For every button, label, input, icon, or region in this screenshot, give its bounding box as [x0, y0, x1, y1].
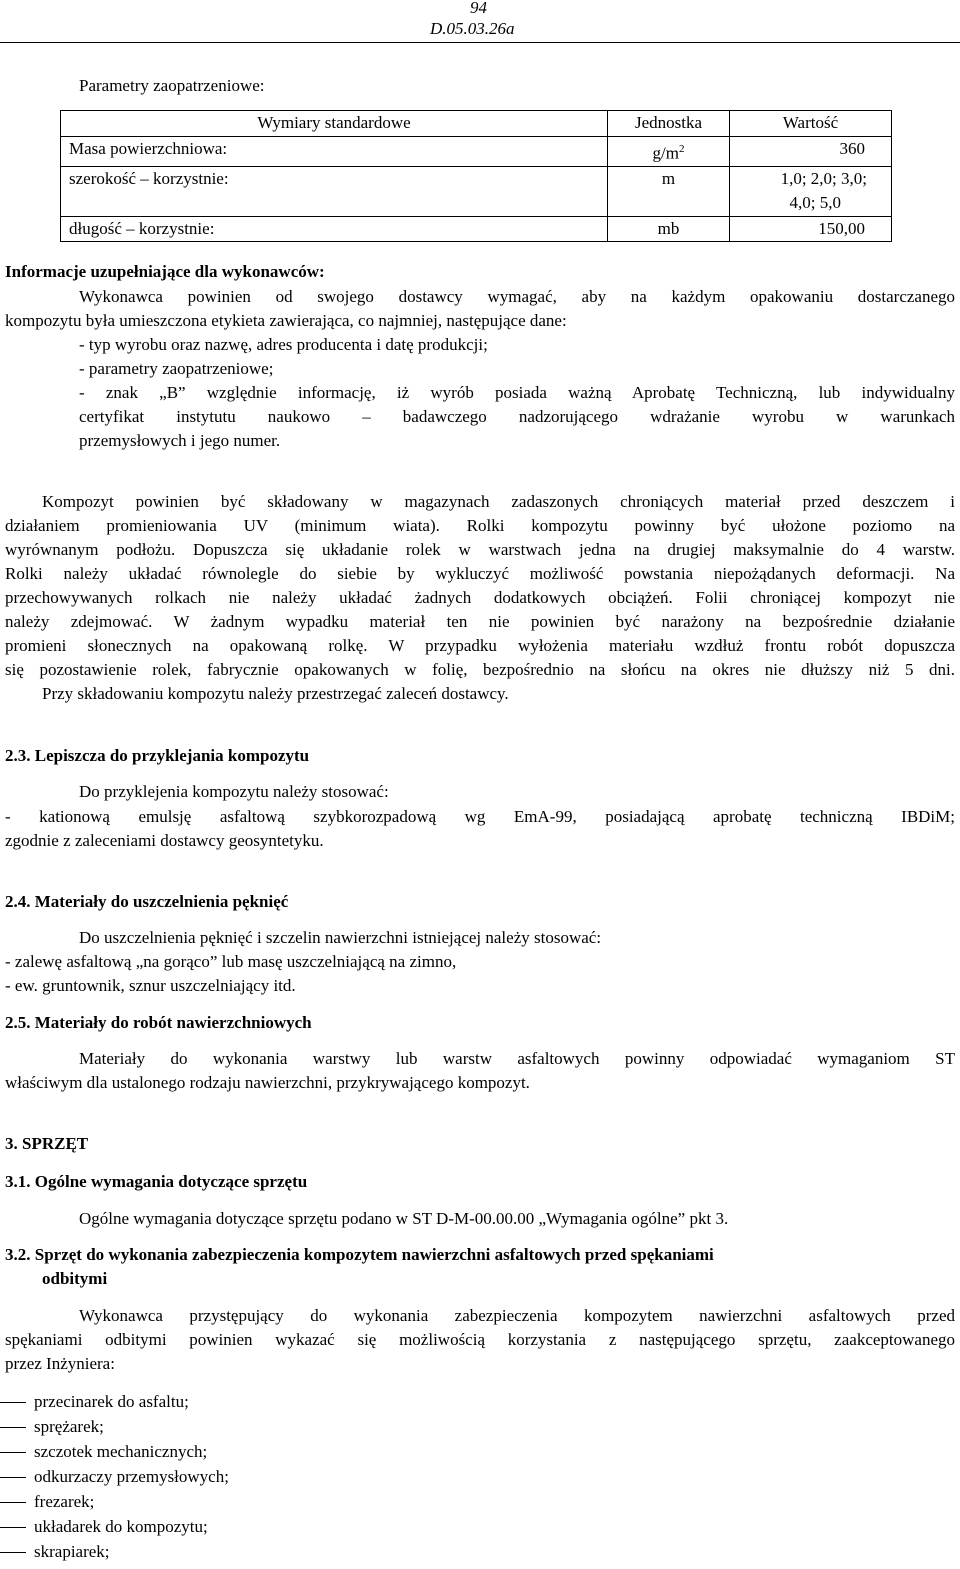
list-item: przecinarek do asfaltu;: [34, 1392, 189, 1411]
storage-line: wyrównanym podłożu. Dopuszcza się układanie rolek w warstwach jedna na drugiej maksymalnie do 4 warstw.: [5, 540, 955, 559]
section-line: Ogólne wymagania dotyczące sprzętu podano w ST D-M-00.00.00 „Wymagania ogólne” pkt 3.: [79, 1209, 729, 1228]
table-row: [61, 136, 892, 166]
section-heading-2-4: 2.4. Materiały do uszczelnienia pęknięć: [5, 892, 289, 911]
info-item: - typ wyrobu oraz nazwę, adres producenta i datę produkcji;: [79, 335, 488, 354]
table-cell: mb: [608, 216, 730, 242]
dash-bullet: [0, 1402, 26, 1403]
section-heading-2-3: 2.3. Lepiszcza do przyklejania kompozytu: [5, 746, 310, 765]
section-heading-3-2-continued: odbitymi: [42, 1269, 108, 1288]
page-number: 94: [470, 0, 487, 17]
table-cell: długość – korzystnie:: [61, 216, 608, 242]
dash-bullet: [0, 1427, 26, 1428]
info-item: certyfikat instytutu naukowo – badawczego nadzorującego wdrażanie wyrobu w warunkach: [79, 407, 955, 426]
unit-superscript: 2: [678, 142, 685, 155]
dash-bullet: [0, 1527, 26, 1528]
list-item: szczotek mechanicznych;: [34, 1442, 208, 1461]
storage-line: się pozostawienie rolek, fabrycznie opakowanych w folię, bezpośrednio na słońcu na okres nie dłuższy niż 5 dni.: [5, 660, 955, 679]
list-item: sprężarek;: [34, 1417, 104, 1436]
info-item: - znak „B” względnie informację, iż wyrób posiada ważną Aprobatę Techniczną, lub indywidualny: [79, 383, 955, 402]
list-item: odkurzaczy przemysłowych;: [34, 1467, 229, 1486]
storage-line: Rolki należy układać równolegle do siebie by wykluczyć możliwość powstania niepożądanych deformacji. Na: [5, 564, 955, 583]
section-heading-3-2: 3.2. Sprzęt do wykonania zabezpieczenia kompozytem nawierzchni asfaltowych przed spękaniami: [5, 1245, 714, 1264]
params-table: [60, 110, 892, 242]
storage-line: należy zdejmować. W żadnym wypadku materiał ten nie powinien być narażony na bezpośrednie działanie: [5, 612, 955, 631]
dash-bullet: [0, 1477, 26, 1478]
section-heading-3-1: 3.1. Ogólne wymagania dotyczące sprzętu: [5, 1172, 308, 1191]
section-line: Materiały do wykonania warstwy lub warstw asfaltowych powinny odpowiadać wymaganiom ST: [79, 1049, 955, 1068]
section-line: właściwym dla ustalonego rodzaju nawierzchni, przykrywającego kompozyt.: [5, 1073, 530, 1092]
section-heading-3: 3. SPRZĘT: [5, 1134, 89, 1153]
bullet-item: - zalewę asfaltową „na gorąco” lub masę uszczelniającą na zimno,: [5, 952, 457, 971]
section-intro: Do uszczelnienia pęknięć i szczelin nawierzchni istniejącej należy stosować:: [79, 928, 602, 947]
info-heading: Informacje uzupełniające dla wykonawców:: [5, 262, 325, 281]
info-line: kompozytu była umieszczona etykieta zawierająca, co najmniej, następujące dane:: [5, 311, 567, 330]
list-item: frezarek;: [34, 1492, 95, 1511]
table-cell: Masa powierzchniowa:: [61, 136, 608, 166]
info-item: - parametry zaopatrzeniowe;: [79, 359, 274, 378]
section-heading-2-5: 2.5. Materiały do robót nawierzchniowych: [5, 1013, 312, 1032]
unit-text: g/m: [652, 143, 679, 163]
table-cell: 360: [730, 136, 892, 166]
header-rule: [0, 42, 960, 43]
table-header-cell: Wymiary standardowe: [61, 111, 608, 137]
section-line: przez Inżyniera:: [5, 1354, 115, 1373]
params-heading: Parametry zaopatrzeniowe:: [79, 76, 265, 95]
section-line: spękaniami odbitymi powinien wykazać się możliwością korzystania z następującego sprzętu, zaakceptowanego: [5, 1330, 955, 1349]
table-cell: 1,0; 2,0; 3,0;: [730, 166, 892, 191]
dash-bullet: [0, 1502, 26, 1503]
bullet-item: - ew. gruntownik, sznur uszczelniający itd.: [5, 976, 296, 995]
storage-line: Przy składowaniu kompozytu należy przestrzegać zaleceń dostawcy.: [42, 684, 509, 703]
list-item: układarek do kompozytu;: [34, 1517, 208, 1536]
bullet-item-continued: zgodnie z zaleceniami dostawcy geosyntetyku.: [5, 831, 324, 850]
section-line: Wykonawca przystępujący do wykonania zabezpieczenia kompozytem nawierzchni asfaltowych przed: [79, 1306, 955, 1325]
storage-line: promieni słonecznych na opakowaną rolkę. W przypadku wyłożenia materiału wzdłuż frontu robót dopuszcza: [5, 636, 955, 655]
table-header-row: [61, 111, 892, 137]
list-item: skrapiarek;: [34, 1542, 110, 1561]
storage-line: przechowywanych rolkach nie należy układać żadnych dodatkowych obciążeń. Folii chroniącej kompozyt nie: [5, 588, 955, 607]
table-cell-unit: [608, 136, 730, 166]
dash-bullet: [0, 1452, 26, 1453]
table-cell: 4,0; 5,0: [730, 191, 892, 216]
table-cell: szerokość – korzystnie:: [61, 166, 608, 191]
table-row: [61, 216, 892, 242]
dash-bullet: [0, 1552, 26, 1553]
table-cell: m: [608, 166, 730, 191]
bullet-item: - kationową emulsję asfaltową szybkorozpadową wg EmA-99, posiadającą aprobatę techniczną IBDiM;: [5, 807, 955, 826]
info-line: Wykonawca powinien od swojego dostawcy wymagać, aby na każdym opakowaniu dostarczanego: [79, 287, 955, 306]
table-header-cell: Jednostka: [608, 111, 730, 137]
storage-line: Kompozyt powinien być składowany w magazynach zadaszonych chroniących materiał przed deszczem i: [42, 492, 955, 511]
table-row-continued: [61, 191, 892, 216]
storage-line: działaniem promieniowania UV (minimum wiata). Rolki kompozytu powinny być ułożone poziomo na: [5, 516, 955, 535]
info-item: przemysłowych i jego numer.: [79, 431, 281, 450]
document-code: D.05.03.26a: [430, 19, 515, 38]
section-intro: Do przyklejenia kompozytu należy stosować:: [79, 782, 389, 801]
table-row: [61, 166, 892, 191]
table-header-cell: Wartość: [730, 111, 892, 137]
table-cell: 150,00: [730, 216, 892, 242]
